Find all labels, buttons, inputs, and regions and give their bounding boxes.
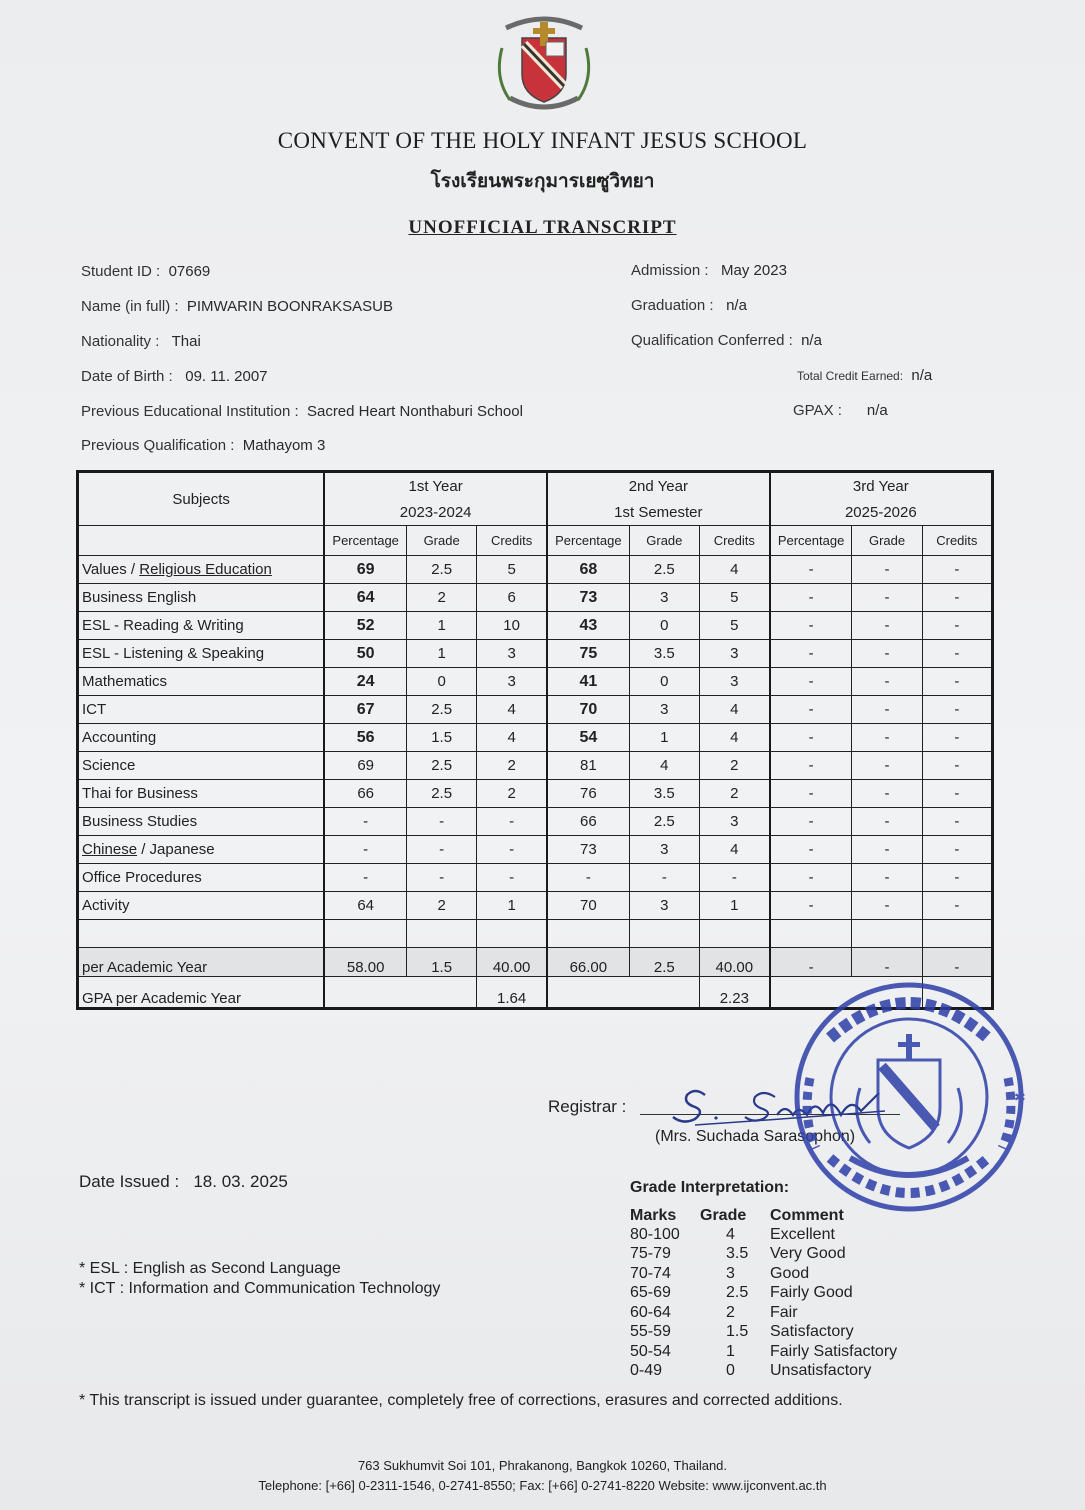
year1-header-line1: 1st Year (324, 472, 547, 500)
y3-credits-cell: - (922, 556, 992, 584)
y3-percentage-cell: - (770, 724, 852, 752)
y3-percentage-cell: - (770, 780, 852, 808)
y2-credits-cell: 3 (699, 640, 769, 668)
y1-percentage-cell: - (324, 836, 406, 864)
y1-credits-cell: 4 (477, 724, 547, 752)
qualification-value: n/a (801, 332, 822, 349)
total-row-label: per Academic Year (78, 948, 325, 977)
y2-percentage-cell: 73 (547, 836, 629, 864)
y2-grade-cell: 3.5 (629, 640, 699, 668)
y3-grade-cell: - (852, 556, 922, 584)
subheader-blank (78, 526, 325, 556)
subject-name: Mathematics (78, 668, 325, 696)
gi-grade-header: Grade (700, 1207, 747, 1224)
y3-percentage-cell: - (770, 612, 852, 640)
y3-percentage-header: Percentage (770, 526, 852, 556)
gi-marks: 0-49 (630, 1362, 663, 1380)
subject-name: Activity (78, 892, 325, 920)
y3-grade-cell: - (852, 584, 922, 612)
y1-percentage-cell: - (324, 808, 406, 836)
y3-credits-cell: - (922, 808, 992, 836)
gi-comment: Fair (770, 1303, 798, 1321)
table-row (78, 920, 993, 948)
table-row (78, 696, 993, 724)
subjects-header: Subjects (78, 472, 325, 526)
y2-grade-cell: 3 (629, 584, 699, 612)
dob-value: 09. 11. 2007 (185, 368, 268, 385)
y1-grade-cell: - (407, 836, 477, 864)
y1-credits-cell (477, 920, 547, 948)
gpax-line (793, 402, 888, 419)
gi-marks: 60-64 (630, 1303, 671, 1321)
total-y1-percentage: 58.00 (324, 948, 406, 977)
y3-grade-cell: - (852, 752, 922, 780)
footer-contact: Telephone: [+66] 0-2311-1546, 0-2741-8550; Fax: [+66] 0-2741-8220 Website: www.ijconvent.ac.th (258, 1478, 827, 1493)
y1-grade-cell: - (407, 808, 477, 836)
y2-grade-cell: 3 (629, 696, 699, 724)
y3-percentage-cell: - (770, 808, 852, 836)
y3-credits-cell: - (922, 640, 992, 668)
gi-grade: 1 (726, 1342, 735, 1360)
y1-percentage-cell: 67 (324, 696, 406, 724)
admission-label: Admission : (631, 262, 709, 279)
total-y1-credits: 40.00 (477, 948, 547, 977)
y3-percentage-cell: - (770, 584, 852, 612)
table-row (78, 640, 993, 668)
y3-grade-cell: - (852, 864, 922, 892)
y3-credits-cell: - (922, 612, 992, 640)
y1-grade-cell: 1 (407, 640, 477, 668)
y2-credits-header: Credits (699, 526, 769, 556)
student-name-label: Name (in full) : (81, 298, 179, 315)
prev-qualification-line (81, 437, 325, 454)
y3-grade-cell: - (852, 724, 922, 752)
gi-grade: 0 (726, 1362, 735, 1380)
registrar-name: (Mrs. Suchada Sarasophon) (655, 1128, 856, 1145)
y1-percentage-header: Percentage (324, 526, 406, 556)
credit-earned-value: n/a (911, 367, 933, 384)
y3-credits-cell: - (922, 584, 992, 612)
y1-credits-cell: 6 (477, 584, 547, 612)
nationality-value: Thai (171, 333, 201, 350)
y2-grade-cell: 4 (629, 752, 699, 780)
admission-value: May 2023 (721, 262, 787, 279)
gpax-label: GPAX : (793, 402, 842, 419)
y1-percentage-cell: 52 (324, 612, 406, 640)
year2-header-line1: 2nd Year (547, 472, 770, 500)
y1-percentage-cell: 64 (324, 584, 406, 612)
table-row (78, 864, 993, 892)
y1-percentage-cell: 50 (324, 640, 406, 668)
subject-name: Business Studies (78, 808, 325, 836)
y1-percentage-cell: 69 (324, 752, 406, 780)
student-id-value: 07669 (168, 263, 211, 280)
abbreviation-notes (79, 1259, 440, 1299)
total-y2-grade: 2.5 (629, 948, 699, 977)
table-row (78, 752, 993, 780)
y2-percentage-cell: 75 (547, 640, 629, 668)
total-y3-credits: - (922, 948, 992, 977)
y1-credits-cell: - (477, 864, 547, 892)
subject-name: Science (78, 752, 325, 780)
prev-qualification-label: Previous Qualification : (81, 437, 235, 454)
dob-line (81, 368, 268, 385)
qualification-label: Qualification Conferred : (631, 332, 793, 349)
footer (0, 1456, 1085, 1496)
y2-percentage-cell: 81 (547, 752, 629, 780)
subject-name: Thai for Business (78, 780, 325, 808)
y2-grade-cell: 2.5 (629, 808, 699, 836)
y1-percentage-cell (324, 920, 406, 948)
y2-grade-cell: 0 (629, 668, 699, 696)
student-id-line (81, 263, 210, 280)
gi-marks: 75-79 (630, 1245, 671, 1263)
y2-percentage-cell: 70 (547, 892, 629, 920)
gi-grade: 4 (726, 1225, 735, 1243)
date-issued-line (79, 1172, 288, 1192)
nationality-line (81, 333, 201, 350)
y1-credits-cell: 2 (477, 752, 547, 780)
year2-header-line2: 1st Semester (547, 499, 770, 526)
y1-credits-cell: 10 (477, 612, 547, 640)
y3-grade-cell (852, 920, 922, 948)
table-row (78, 808, 993, 836)
y3-grade-cell: - (852, 836, 922, 864)
graduation-label: Graduation : (631, 297, 714, 314)
y2-credits-cell: 2 (699, 752, 769, 780)
table-row (78, 892, 993, 920)
school-name-thai: โรงเรียนพระกุมารเยซูวิทยา (430, 171, 655, 192)
y2-percentage-cell: 54 (547, 724, 629, 752)
y2-credits-cell: 3 (699, 668, 769, 696)
y1-credits-header: Credits (477, 526, 547, 556)
y3-credits-cell: - (922, 864, 992, 892)
graduation-line (631, 297, 747, 314)
y3-percentage-cell: - (770, 892, 852, 920)
y3-grade-cell: - (852, 640, 922, 668)
y1-grade-cell: 0 (407, 668, 477, 696)
official-school-stamp (790, 978, 1028, 1216)
gi-comment: Good (770, 1264, 810, 1282)
y2-percentage-cell: 43 (547, 612, 629, 640)
y2-grade-cell: 3 (629, 836, 699, 864)
date-issued-label: Date Issued : (79, 1172, 180, 1191)
gi-comment: Satisfactory (770, 1323, 854, 1341)
date-issued-value: 18. 03. 2025 (193, 1172, 288, 1191)
y3-percentage-cell (770, 920, 852, 948)
y1-grade-cell: 2.5 (407, 696, 477, 724)
total-y1-grade: 1.5 (407, 948, 477, 977)
school-crest-logo (488, 8, 600, 120)
y3-credits-cell: - (922, 752, 992, 780)
y2-credits-cell: 4 (699, 696, 769, 724)
y1-percentage-cell: - (324, 864, 406, 892)
y1-grade-header: Grade (407, 526, 477, 556)
y2-percentage-cell: 70 (547, 696, 629, 724)
gpa-row-label: GPA per Academic Year (78, 977, 325, 1009)
y1-grade-cell: 1 (407, 612, 477, 640)
y3-percentage-cell: - (770, 752, 852, 780)
subject-name (78, 920, 325, 948)
y3-grade-cell: - (852, 668, 922, 696)
y3-grade-cell: - (852, 612, 922, 640)
student-id-label: Student ID : (81, 263, 161, 280)
y2-credits-cell: 2 (699, 780, 769, 808)
gi-marks-header: Marks (630, 1207, 677, 1224)
y3-credits-cell: - (922, 668, 992, 696)
y2-credits-cell: 4 (699, 556, 769, 584)
y3-credits-cell: - (922, 836, 992, 864)
y3-grade-cell: - (852, 892, 922, 920)
table-row (78, 780, 993, 808)
y2-credits-cell: 4 (699, 724, 769, 752)
y3-percentage-cell: - (770, 668, 852, 696)
y3-percentage-cell: - (770, 864, 852, 892)
y2-credits-cell: 3 (699, 808, 769, 836)
prev-institution-line (81, 403, 523, 420)
year3-header-line1: 3rd Year (770, 472, 993, 500)
y1-percentage-cell: 66 (324, 780, 406, 808)
y1-grade-cell: 2.5 (407, 556, 477, 584)
subject-name: Chinese / Japanese (78, 836, 325, 864)
y2-percentage-cell: 41 (547, 668, 629, 696)
subject-name: Accounting (78, 724, 325, 752)
gi-comment: Fairly Satisfactory (770, 1342, 898, 1360)
grade-interpretation-table (630, 1200, 910, 1381)
gi-grade: 3 (726, 1264, 735, 1282)
gpa-y1-blank (324, 977, 476, 1009)
total-y2-percentage: 66.00 (547, 948, 629, 977)
prev-qualification-value: Mathayom 3 (242, 437, 326, 454)
gpa-y1-value: 1.64 (477, 977, 547, 1009)
y3-grade-header: Grade (852, 526, 922, 556)
year1-header-line2: 2023-2024 (324, 499, 547, 526)
table-row (78, 584, 993, 612)
table-row (78, 556, 993, 584)
grade-interpretation-row (630, 1225, 910, 1245)
gi-grade: 1.5 (726, 1323, 749, 1341)
grades-table (76, 470, 994, 1010)
y1-grade-cell: 2 (407, 892, 477, 920)
nationality-label: Nationality : (81, 333, 160, 350)
y3-credits-header: Credits (922, 526, 992, 556)
y2-credits-cell (699, 920, 769, 948)
y1-grade-cell: 2 (407, 584, 477, 612)
y1-credits-cell: 4 (477, 696, 547, 724)
grade-interpretation-row (630, 1245, 910, 1265)
grade-interpretation-row (630, 1362, 910, 1382)
y2-grade-cell: 3.5 (629, 780, 699, 808)
y2-credits-cell: 4 (699, 836, 769, 864)
grade-interpretation-title: Grade Interpretation: (630, 1179, 790, 1196)
y2-percentage-cell: 66 (547, 808, 629, 836)
year3-header-line2: 2025-2026 (770, 499, 993, 526)
y1-grade-cell: 2.5 (407, 780, 477, 808)
y2-percentage-cell: 73 (547, 584, 629, 612)
subject-name: ESL - Reading & Writing (78, 612, 325, 640)
note-esl: * ESL : English as Second Language (79, 1260, 341, 1277)
note-ict: * ICT : Information and Communication Technology (79, 1280, 441, 1297)
qualification-line (631, 332, 822, 349)
svg-text:✱: ✱ (1014, 1090, 1026, 1106)
footer-address: 763 Sukhumvit Soi 101, Phrakanong, Bangkok 10260, Thailand. (357, 1458, 728, 1473)
grade-interpretation-row (630, 1284, 910, 1304)
gi-grade: 2 (726, 1303, 735, 1321)
registrar-label: Registrar : (548, 1097, 627, 1116)
subject-name: ESL - Listening & Speaking (78, 640, 325, 668)
y2-credits-cell: 1 (699, 892, 769, 920)
student-name-line (81, 298, 393, 315)
y2-grade-cell: - (629, 864, 699, 892)
table-row (78, 612, 993, 640)
y2-grade-header: Grade (629, 526, 699, 556)
gi-marks: 50-54 (630, 1342, 671, 1360)
y2-percentage-cell (547, 920, 629, 948)
school-name: CONVENT OF THE HOLY INFANT JESUS SCHOOL (277, 128, 808, 153)
y3-credits-cell (922, 920, 992, 948)
gi-grade: 2.5 (726, 1284, 749, 1302)
y1-credits-cell: - (477, 836, 547, 864)
gpa-y2-blank (547, 977, 699, 1009)
y1-percentage-cell: 24 (324, 668, 406, 696)
gi-comment: Fairly Good (770, 1284, 853, 1302)
grade-interpretation-row (630, 1303, 910, 1323)
y1-percentage-cell: 69 (324, 556, 406, 584)
gi-marks: 70-74 (630, 1264, 671, 1282)
y3-percentage-cell: - (770, 640, 852, 668)
gi-comment: Excellent (770, 1225, 835, 1243)
table-row (78, 724, 993, 752)
grade-interpretation-row (630, 1264, 910, 1284)
grade-interpretation-row (630, 1323, 910, 1343)
y1-percentage-cell: 64 (324, 892, 406, 920)
y2-percentage-cell: 68 (547, 556, 629, 584)
y3-grade-cell: - (852, 808, 922, 836)
student-name-value: PIMWARIN BOONRAKSASUB (186, 298, 394, 315)
y1-credits-cell: 3 (477, 640, 547, 668)
total-y3-percentage: - (770, 948, 852, 977)
y1-credits-cell: - (477, 808, 547, 836)
dob-label: Date of Birth : (81, 368, 173, 385)
gi-marks: 80-100 (630, 1225, 680, 1243)
y2-percentage-cell: 76 (547, 780, 629, 808)
gi-comment: Very Good (770, 1245, 846, 1263)
y3-grade-cell: - (852, 780, 922, 808)
credit-earned-label: Total Credit Earned: (797, 369, 904, 383)
gi-grade: 3.5 (726, 1245, 749, 1263)
y2-grade-cell: 0 (629, 612, 699, 640)
gpa-y2-value: 2.23 (699, 977, 769, 1009)
y3-credits-cell: - (922, 696, 992, 724)
admission-line (631, 262, 787, 279)
y1-grade-cell (407, 920, 477, 948)
subject-name: Values / Religious Education (78, 556, 325, 584)
document-title: UNOFFICIAL TRANSCRIPT (408, 217, 677, 238)
y2-percentage-cell: - (547, 864, 629, 892)
y1-credits-cell: 3 (477, 668, 547, 696)
y3-credits-cell: - (922, 892, 992, 920)
y2-grade-cell: 2.5 (629, 556, 699, 584)
prev-institution-value: Sacred Heart Nonthaburi School (306, 403, 523, 420)
gi-comment-header: Comment (770, 1207, 844, 1224)
y3-percentage-cell: - (770, 836, 852, 864)
y1-grade-cell: - (407, 864, 477, 892)
gi-marks: 65-69 (630, 1284, 671, 1302)
subject-name: Office Procedures (78, 864, 325, 892)
grade-interpretation-row (630, 1342, 910, 1362)
gi-comment: Unsatisfactory (770, 1362, 872, 1380)
y3-grade-cell: - (852, 696, 922, 724)
y1-grade-cell: 2.5 (407, 752, 477, 780)
total-y3-grade: - (852, 948, 922, 977)
subject-name: ICT (78, 696, 325, 724)
y1-credits-cell: 2 (477, 780, 547, 808)
y2-credits-cell: - (699, 864, 769, 892)
y2-percentage-header: Percentage (547, 526, 629, 556)
y3-percentage-cell: - (770, 556, 852, 584)
gpax-value: n/a (866, 402, 888, 419)
prev-institution-label: Previous Educational Institution : (81, 403, 299, 420)
subject-name: Business English (78, 584, 325, 612)
y1-percentage-cell: 56 (324, 724, 406, 752)
y1-grade-cell: 1.5 (407, 724, 477, 752)
total-y2-credits: 40.00 (699, 948, 769, 977)
guarantee-statement: * This transcript is issued under guarantee, completely free of corrections, erasures and corrected additions. (79, 1392, 843, 1409)
table-row (78, 668, 993, 696)
y2-grade-cell: 3 (629, 892, 699, 920)
table-row (78, 836, 993, 864)
gi-marks: 55-59 (630, 1323, 671, 1341)
y2-credits-cell: 5 (699, 612, 769, 640)
y3-credits-cell: - (922, 780, 992, 808)
y3-credits-cell: - (922, 724, 992, 752)
y3-percentage-cell: - (770, 696, 852, 724)
y2-grade-cell (629, 920, 699, 948)
credit-earned-line (797, 367, 932, 384)
graduation-value: n/a (726, 297, 747, 314)
y1-credits-cell: 1 (477, 892, 547, 920)
y1-credits-cell: 5 (477, 556, 547, 584)
y2-credits-cell: 5 (699, 584, 769, 612)
y2-grade-cell: 1 (629, 724, 699, 752)
